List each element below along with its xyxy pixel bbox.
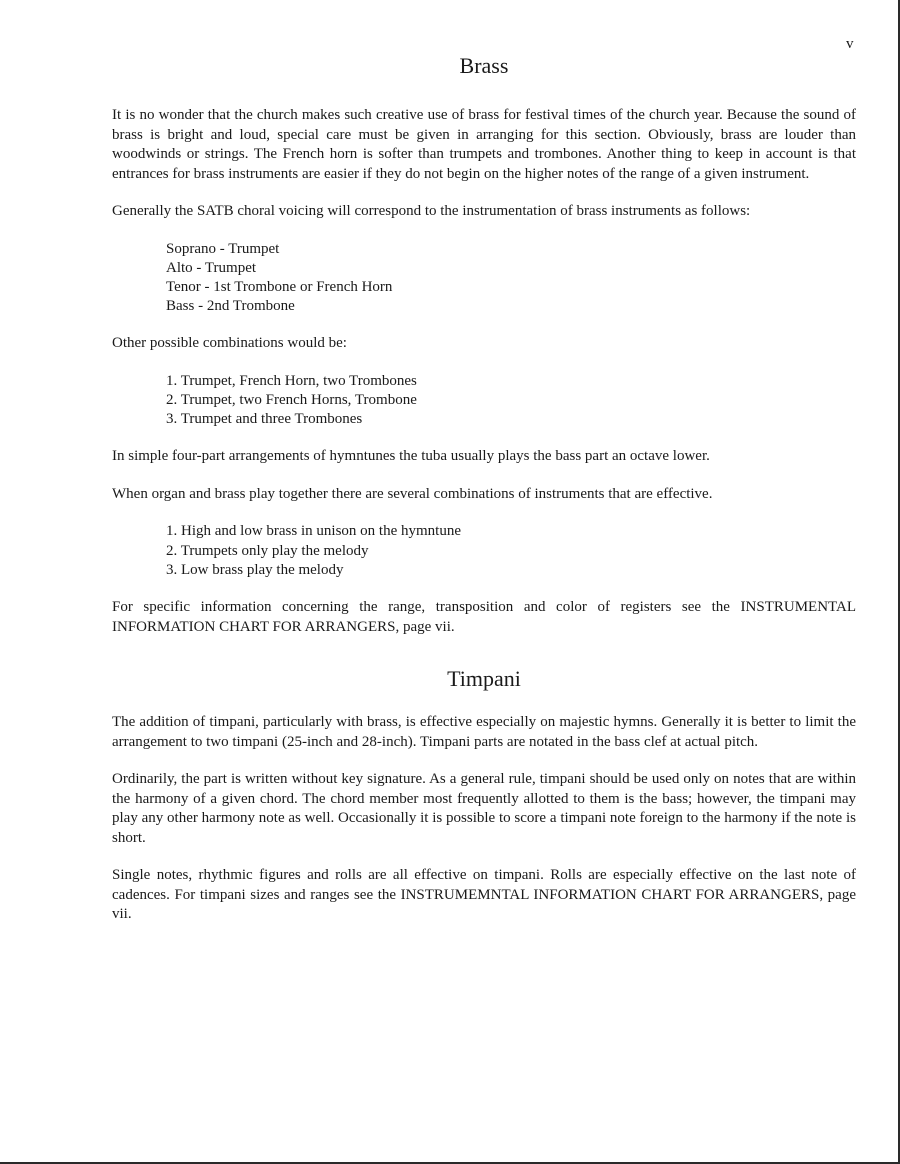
page-number: v xyxy=(846,36,854,52)
combinations-intro-paragraph: Other possible combinations would be: xyxy=(112,335,347,352)
organ-intro-paragraph: When organ and brass play together there are several combinations of instruments that are effective. xyxy=(112,485,713,502)
voicing-intro-paragraph: Generally the SATB choral voicing will correspond to the instrumentation of brass instruments as follows: xyxy=(112,203,751,219)
voicing-item-soprano: Soprano - Trumpet xyxy=(166,240,280,257)
voicing-item-tenor: Tenor - 1st Trombone or French Horn xyxy=(166,278,393,295)
combination-item: 1. Trumpet, French Horn, two Trombones xyxy=(166,372,417,389)
timpani-paragraph-2: Ordinarily, the part is written without key signature. As a general rule, timpani should be used only on notes that are within the harmony of a given chord. The chord member most frequently allotted to them is the bass; however, the timpani may play any other harmony note as well. Occasionally it is possible to score a timpani note foreign to the harmony if the note is short. xyxy=(112,771,856,846)
timpani-heading: Timpani xyxy=(447,666,521,692)
tuba-paragraph: In simple four-part arrangements of hymntunes the tuba usually plays the bass part an octave lower. xyxy=(112,448,710,465)
combination-item: 2. Trumpet, two French Horns, Trombone xyxy=(166,392,417,409)
organ-combinations-list xyxy=(112,522,856,580)
page-content xyxy=(112,52,856,943)
voicing-item-alto: Alto - Trumpet xyxy=(166,259,257,276)
combinations-list xyxy=(112,372,856,430)
brass-heading: Brass xyxy=(459,53,509,78)
organ-combination-item: 3. Low brass play the melody xyxy=(166,561,344,578)
voicing-list xyxy=(112,240,856,317)
organ-combination-item: 2. Trumpets only play the melody xyxy=(166,542,369,559)
timpani-paragraph-1: The addition of timpani, particularly with brass, is effective especially on majestic hymns. Generally it is better to limit the arrangement to two timpani (25-inch and 28-inch). Timpani parts are notated in the bass clef at actual pitch. xyxy=(112,714,856,750)
organ-combination-item: 1. High and low brass in unison on the hymntune xyxy=(166,523,461,540)
brass-reference-paragraph: For specific information concerning the range, transposition and color of registers see the INSTRUMENTAL INFORMATION CHART FOR ARRANGERS, page vii. xyxy=(112,599,856,635)
combination-item: 3. Trumpet and three Trombones xyxy=(166,411,363,428)
brass-intro-paragraph: It is no wonder that the church makes such creative use of brass for festival times of the church year. Because the sound of brass is bright and loud, special care must be given in arranging for this section. Obviously, brass are louder than woodwinds or strings. The French horn is softer than trumpets and trombones. Another thing to keep in account is that entrances for brass instruments are easier if they do not begin on the higher notes of the range of a given instrument. xyxy=(112,107,856,182)
timpani-paragraph-3: Single notes, rhythmic figures and rolls are all effective on timpani. Rolls are especially effective on the last note of cadences. For timpani sizes and ranges see the INSTRUMEMNTAL INFORMATION CHART FOR ARRANGERS, page vii. xyxy=(112,867,856,923)
voicing-item-bass: Bass - 2nd Trombone xyxy=(166,298,295,315)
